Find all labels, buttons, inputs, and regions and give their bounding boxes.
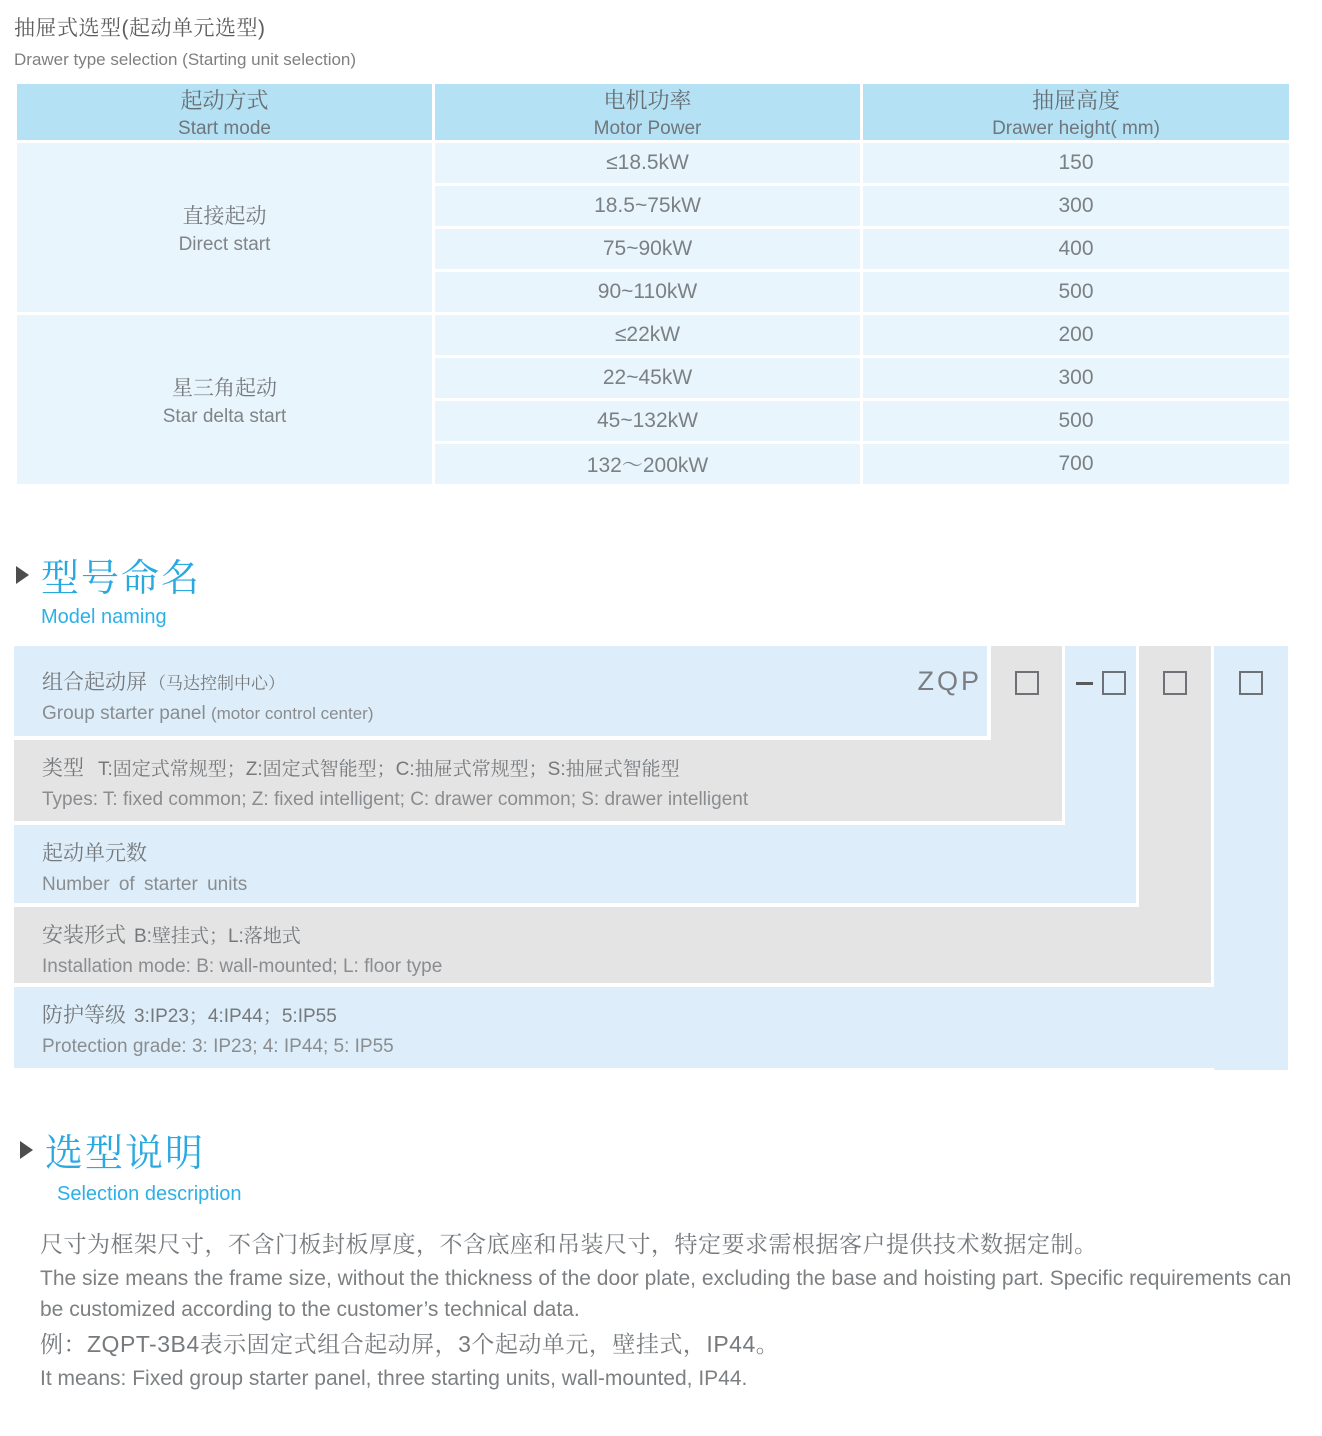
selection-description-heading [20, 1122, 1322, 1177]
drawer-height-cell: 200 [863, 315, 1289, 355]
diagram-detail-zh: 3:IP23；4:IP44；5:IP55 [134, 1006, 337, 1027]
diagram-label-zh: 组合起动屏 [42, 671, 147, 694]
diagram-label-en: Group starter panel [42, 703, 206, 724]
code-column-unit-count [1065, 646, 1136, 903]
drawer-height-cell: 300 [863, 186, 1289, 226]
motor-power-cell: 132～200kW [435, 444, 860, 484]
diagram-row-en: Protection grade: 3: IP23; 4: IP44; 5: IP55 [42, 1036, 394, 1057]
diagram-row-type [14, 740, 1062, 821]
triangle-marker-icon [16, 566, 29, 584]
col-header-en: Start mode [178, 118, 271, 139]
page-title [14, 12, 1322, 70]
col-header-en: Drawer height( mm) [992, 118, 1160, 139]
code-placeholder-box-icon [1015, 671, 1039, 695]
diagram-row-zh [42, 919, 1211, 949]
motor-power-cell: 18.5~75kW [435, 186, 860, 226]
diagram-label-zh: 类型 [42, 757, 84, 780]
start-mode-en: Direct start [178, 233, 271, 255]
drawer-height-cell: 300 [863, 358, 1289, 398]
motor-power-cell: ≤22kW [435, 315, 860, 355]
col-header-motor-power [435, 84, 860, 140]
code-placeholder-box-icon [1102, 671, 1126, 695]
col-header-en: Motor Power [593, 118, 702, 139]
drawer-height-cell: 150 [863, 143, 1289, 183]
start-mode-zh: 星三角起动 [172, 376, 277, 400]
diagram-row-en: Installation mode: B: wall-mounted; L: floor type [42, 956, 443, 977]
diagram-label-zh: 安装形式 [42, 924, 126, 947]
table-row [17, 315, 1289, 355]
diagram-row-en [42, 703, 987, 725]
start-mode-zh: 直接起动 [182, 204, 267, 228]
diagram-row-installation [14, 907, 1211, 983]
description-paragraph-zh: 尺寸为框架尺寸，不含门板封板厚度，不含底座和吊装尺寸，特定要求需根据客户提供技术数据定制。 [40, 1231, 1098, 1257]
description-example-en: It means: Fixed group starter panel, three starting units, wall-mounted, IP44. [40, 1367, 748, 1390]
col-header-zh: 起动方式 [180, 88, 269, 113]
diagram-row-zh: 起动单元数 [42, 842, 147, 865]
section-title-en: Model naming [41, 606, 167, 628]
selection-description-body [40, 1228, 1302, 1394]
diagram-label-zh-sub: （马达控制中心） [149, 674, 285, 693]
page-title-zh: 抽屉式选型(起动单元选型) [14, 17, 266, 40]
drawer-height-cell: 500 [863, 401, 1289, 441]
section-title-en: Selection description [57, 1183, 242, 1205]
model-naming-heading [16, 547, 1322, 602]
table-row [17, 143, 1289, 183]
code-placeholder-box-icon [1239, 671, 1263, 695]
diagram-row-zh [42, 752, 1062, 782]
model-code: ZQP [917, 666, 982, 696]
triangle-marker-icon [20, 1141, 33, 1159]
motor-power-cell: 45~132kW [435, 401, 860, 441]
description-example-zh: 例：ZQPT-3B4表示固定式组合起动屏，3个起动单元，壁挂式，IP44。 [40, 1331, 780, 1357]
diagram-row-zh [42, 666, 987, 696]
code-column-protection [1214, 646, 1288, 1070]
diagram-row-zh [42, 999, 1288, 1029]
diagram-detail-zh: T:固定式常规型；Z:固定式智能型；C:抽屉式常规型；S:抽屉式智能型 [98, 759, 680, 780]
diagram-row-protection [14, 987, 1288, 1068]
model-naming-diagram [14, 646, 1290, 1070]
start-mode-cell-star-delta [17, 315, 432, 484]
start-mode-cell-direct [17, 143, 432, 312]
motor-power-cell: 90~110kW [435, 272, 860, 312]
code-placeholder-box-icon [1163, 671, 1187, 695]
motor-power-cell: 22~45kW [435, 358, 860, 398]
diagram-row-en: Types: T: fixed common; Z: fixed intelligent; C: drawer common; S: drawer intelligent [42, 789, 749, 810]
diagram-row-en: Number of starter units [42, 874, 248, 895]
diagram-label-en-sub: (motor control center) [210, 704, 374, 723]
drawer-selection-table [14, 81, 1292, 487]
col-header-drawer-height [863, 84, 1289, 140]
drawer-height-cell: 700 [863, 444, 1289, 484]
diagram-row-product [14, 646, 987, 736]
drawer-height-cell: 400 [863, 229, 1289, 269]
drawer-height-cell: 500 [863, 272, 1289, 312]
section-title-zh: 型号命名 [41, 558, 202, 600]
code-column-type [991, 646, 1062, 821]
page-title-en: Drawer type selection (Starting unit selection) [14, 50, 357, 69]
col-header-start-mode [17, 84, 432, 140]
section-title-zh: 选型说明 [45, 1133, 206, 1175]
diagram-detail-zh: B:壁挂式；L:落地式 [134, 926, 301, 947]
motor-power-cell: 75~90kW [435, 229, 860, 269]
diagram-row-unit-count [14, 825, 1136, 903]
diagram-label-zh: 防护等级 [42, 1004, 126, 1027]
table-header-row [17, 84, 1289, 140]
motor-power-cell: ≤18.5kW [435, 143, 860, 183]
start-mode-en: Star delta start [162, 405, 287, 427]
col-header-zh: 电机功率 [603, 88, 692, 113]
code-column-installation [1139, 646, 1211, 983]
hyphen-icon [1076, 682, 1093, 685]
description-paragraph-en: The size means the frame size, without the thickness of the door plate, excluding the base and hoisting part. Specific requirements can be customized according to the customer’s technical data. [40, 1267, 1292, 1321]
col-header-zh: 抽屉高度 [1031, 88, 1120, 113]
